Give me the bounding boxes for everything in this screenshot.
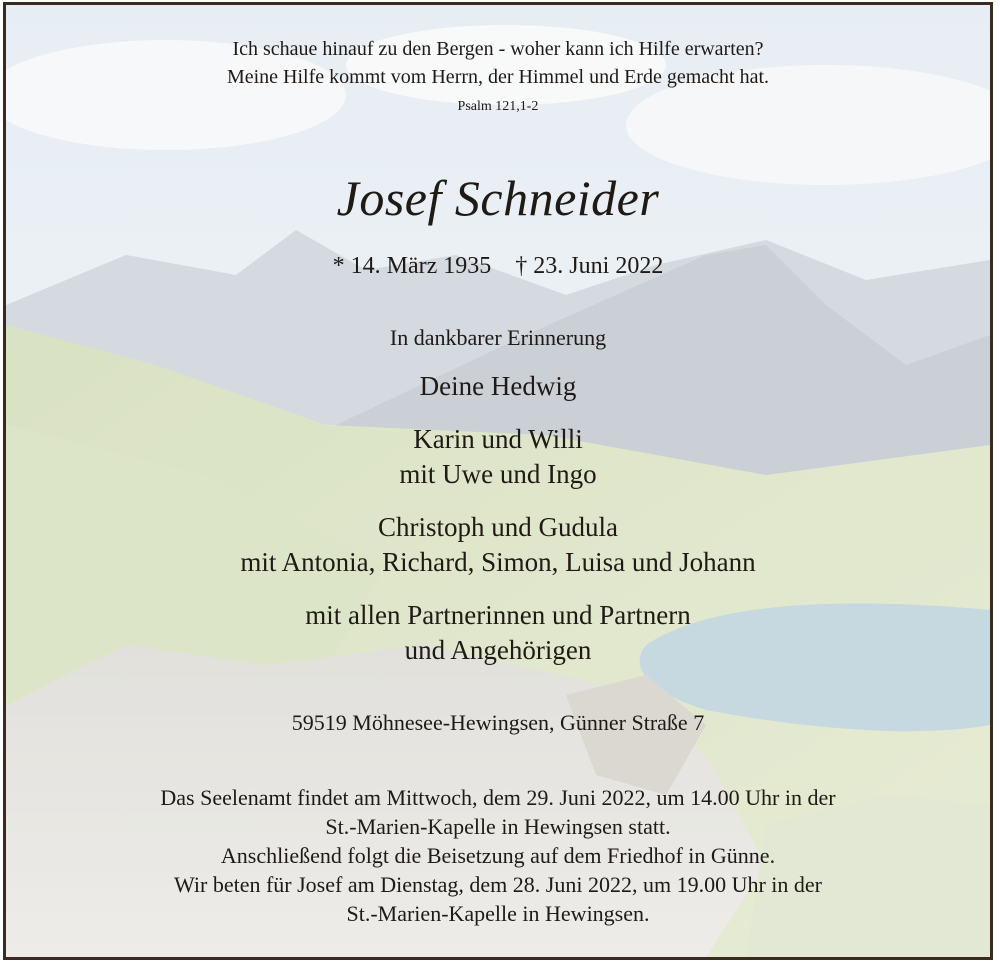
life-dates: * 14. März 1935 † 23. Juni 2022 bbox=[332, 253, 664, 279]
mourner-family-2-children: mit Antonia, Richard, Simon, Luisa und Johann bbox=[240, 547, 756, 577]
deceased-name: Josef Schneider bbox=[336, 170, 660, 226]
memory-phrase: In dankbarer Erinnerung bbox=[389, 325, 607, 350]
service-notice-line-1: Das Seelenamt findet am Mittwoch, dem 29. Juni 2022, um 14.00 Uhr in der bbox=[160, 785, 836, 810]
obituary-card bbox=[3, 2, 993, 960]
service-notice-line-3: Anschließend folgt die Beisetzung auf dem Friedhof in Günne. bbox=[220, 843, 776, 868]
service-notice-line-4: Wir beten für Josef am Dienstag, dem 28. Juni 2022, um 19.00 Uhr in der bbox=[174, 872, 822, 897]
mourner-family-1-parents: Karin und Willi bbox=[413, 424, 583, 454]
psalm-verse-line-1: Ich schaue hinauf zu den Bergen - woher kann ich Hilfe erwarten? bbox=[232, 38, 764, 60]
psalm-verse-line-2: Meine Hilfe kommt vom Herrn, der Himmel und Erde gemacht hat. bbox=[226, 66, 770, 88]
mourner-spouse: Deine Hedwig bbox=[419, 371, 577, 401]
mourner-partners: mit allen Partnerinnen und Partnern bbox=[305, 600, 691, 630]
mourner-family-1-children: mit Uwe und Ingo bbox=[399, 459, 597, 489]
psalm-source: Psalm 121,1-2 bbox=[457, 99, 539, 114]
family-address: 59519 Möhnesee-Hewingsen, Günner Straße 7 bbox=[291, 710, 705, 735]
service-notice-line-2: St.-Marien-Kapelle in Hewingsen statt. bbox=[325, 814, 671, 839]
mourner-family-2-parents: Christoph und Gudula bbox=[378, 512, 618, 542]
obituary-content bbox=[6, 5, 990, 957]
mourner-relatives: und Angehörigen bbox=[404, 635, 592, 665]
service-notice-line-5: St.-Marien-Kapelle in Hewingsen. bbox=[346, 901, 650, 926]
